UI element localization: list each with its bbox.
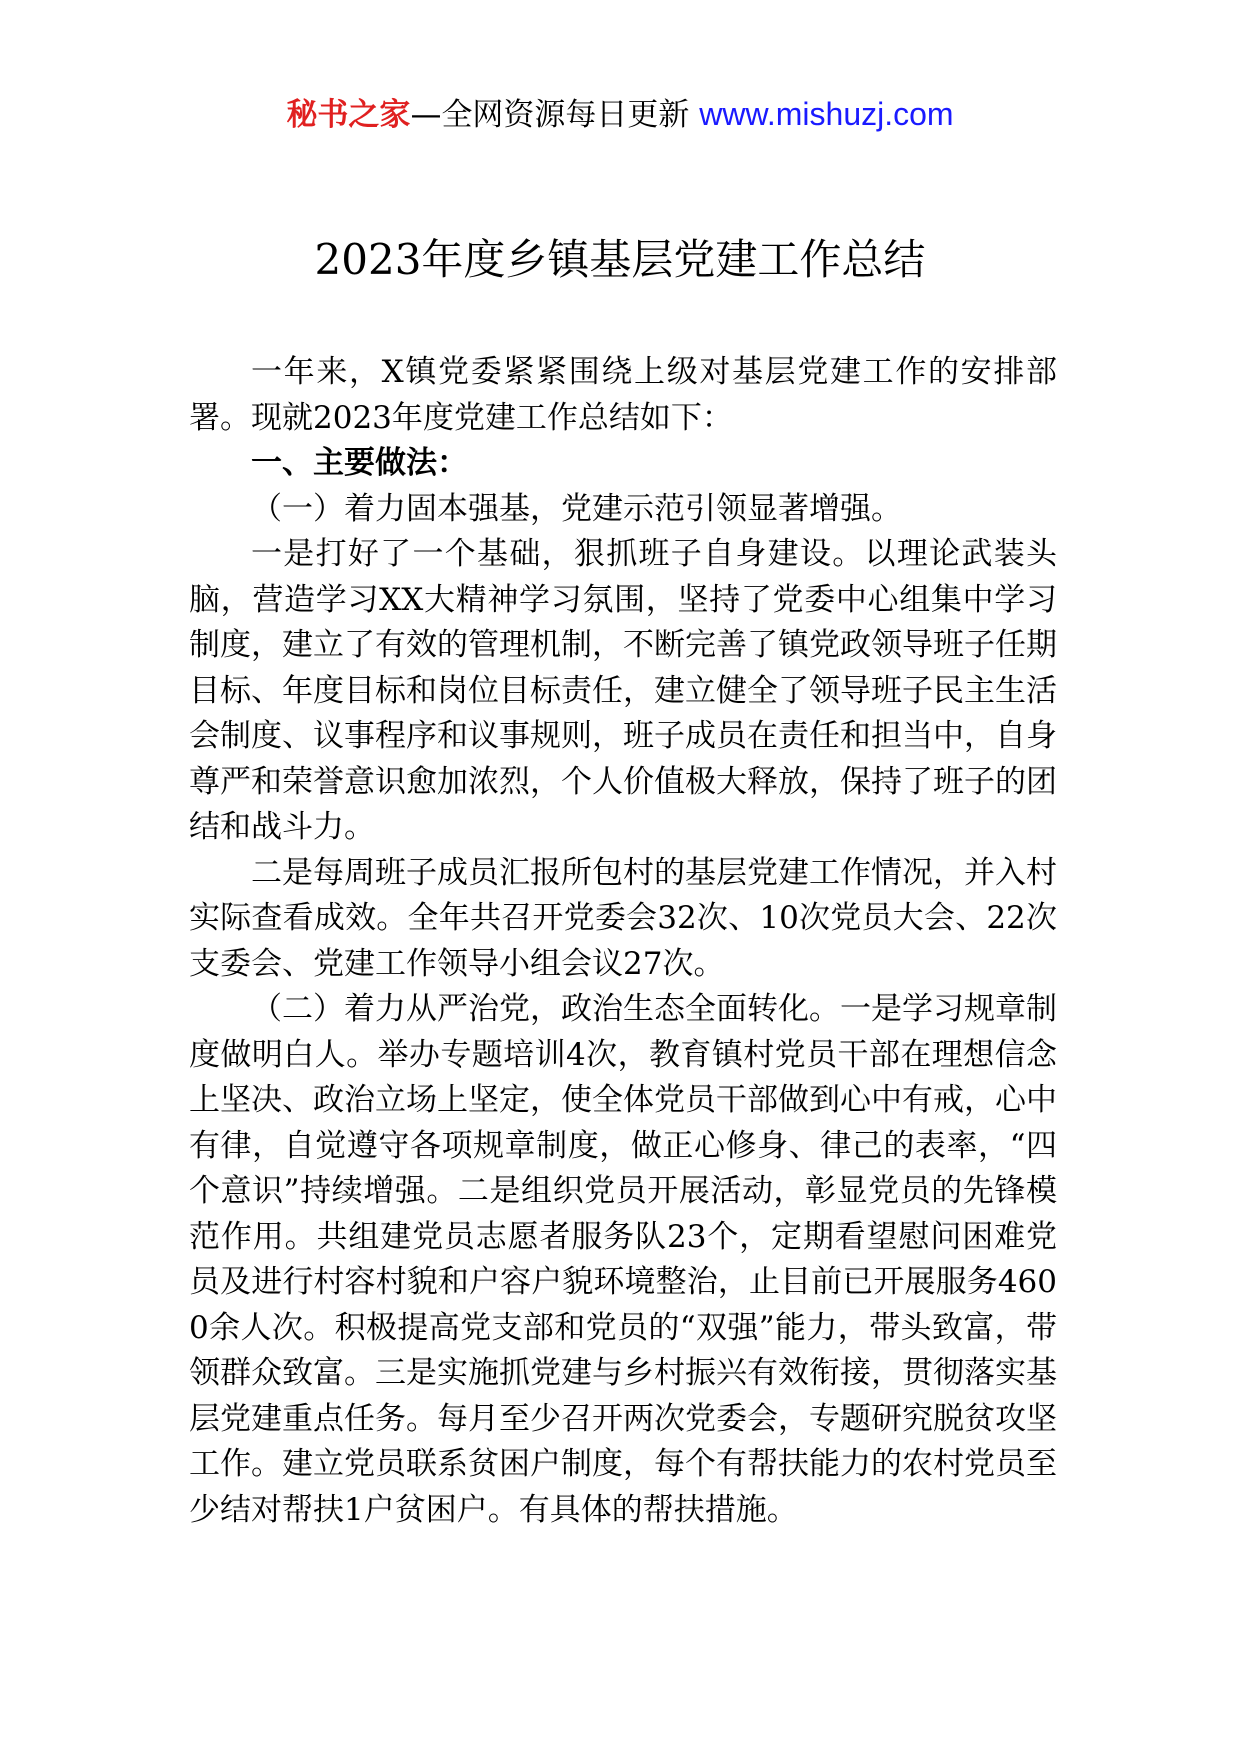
site-header bbox=[0, 94, 1240, 135]
site-tagline: —全网资源每日更新 bbox=[410, 97, 700, 133]
intro-paragraph: 一年来，X镇党委紧紧围绕上级对基层党建工作的安排部署。现就2023年度党建工作总结如下： bbox=[189, 354, 1057, 436]
body-paragraph: 二是每周班子成员汇报所包村的基层党建工作情况，并入村实际查看成效。全年共召开党委会32次、10次党员大会、22次支委会、党建工作领导小组会议27次。 bbox=[189, 854, 1057, 982]
brand-name: 秘书之家 bbox=[286, 97, 411, 133]
section-heading-main-practices: 一、主要做法： bbox=[251, 445, 468, 481]
document-title: 2023年度乡镇基层党建工作总结 bbox=[314, 235, 926, 284]
subsection-heading-1: （一）着力固本强基，党建示范引领显著增强。 bbox=[251, 490, 902, 527]
site-url-link[interactable]: www.mishuzj.com bbox=[699, 96, 954, 132]
body-paragraph: 一是打好了一个基础，狠抓班子自身建设。以理论武装头脑，营造学习XX大精神学习氛围，坚持了党委中心组集中学习制度，建立了有效的管理机制，不断完善了镇党政领导班子任期目标、年度目标和岗位目标责任，建立健全了领导班子民主生活会制度、议事程序和议事规则，班子成员在责任和担当中，自身尊严和荣誉意识愈加浓烈，个人价值极大释放，保持了班子的团结和战斗力。 bbox=[189, 536, 1057, 845]
body-paragraph: （二）着力从严治党，政治生态全面转化。一是学习规章制度做明白人。举办专题培训4次，教育镇村党员干部在理想信念上坚决、政治立场上坚定，使全体党员干部做到心中有戒，心中有律，自觉遵守各项规章制度，做正心修身、律己的表率，“四个意识”持续增强。二是组织党员开展活动，彰显党员的先锋模范作用。共组建党员志愿者服务队23个，定期看望慰问困难党员及进行村容村貌和户容户貌环境整治，止目前已开展服务4600余人次。积极提高党支部和党员的“双强”能力，带头致富，带领群众致富。三是实施抓党建与乡村振兴有效衔接，贯彻落实基层党建重点任务。每月至少召开两次党委会，专题研究脱贫攻坚工作。建立党员联系贫困户制度，每个有帮扶能力的农村党员至少结对帮扶1户贫困户。有具体的帮扶措施。 bbox=[189, 991, 1057, 1528]
document-body bbox=[189, 350, 1057, 1533]
